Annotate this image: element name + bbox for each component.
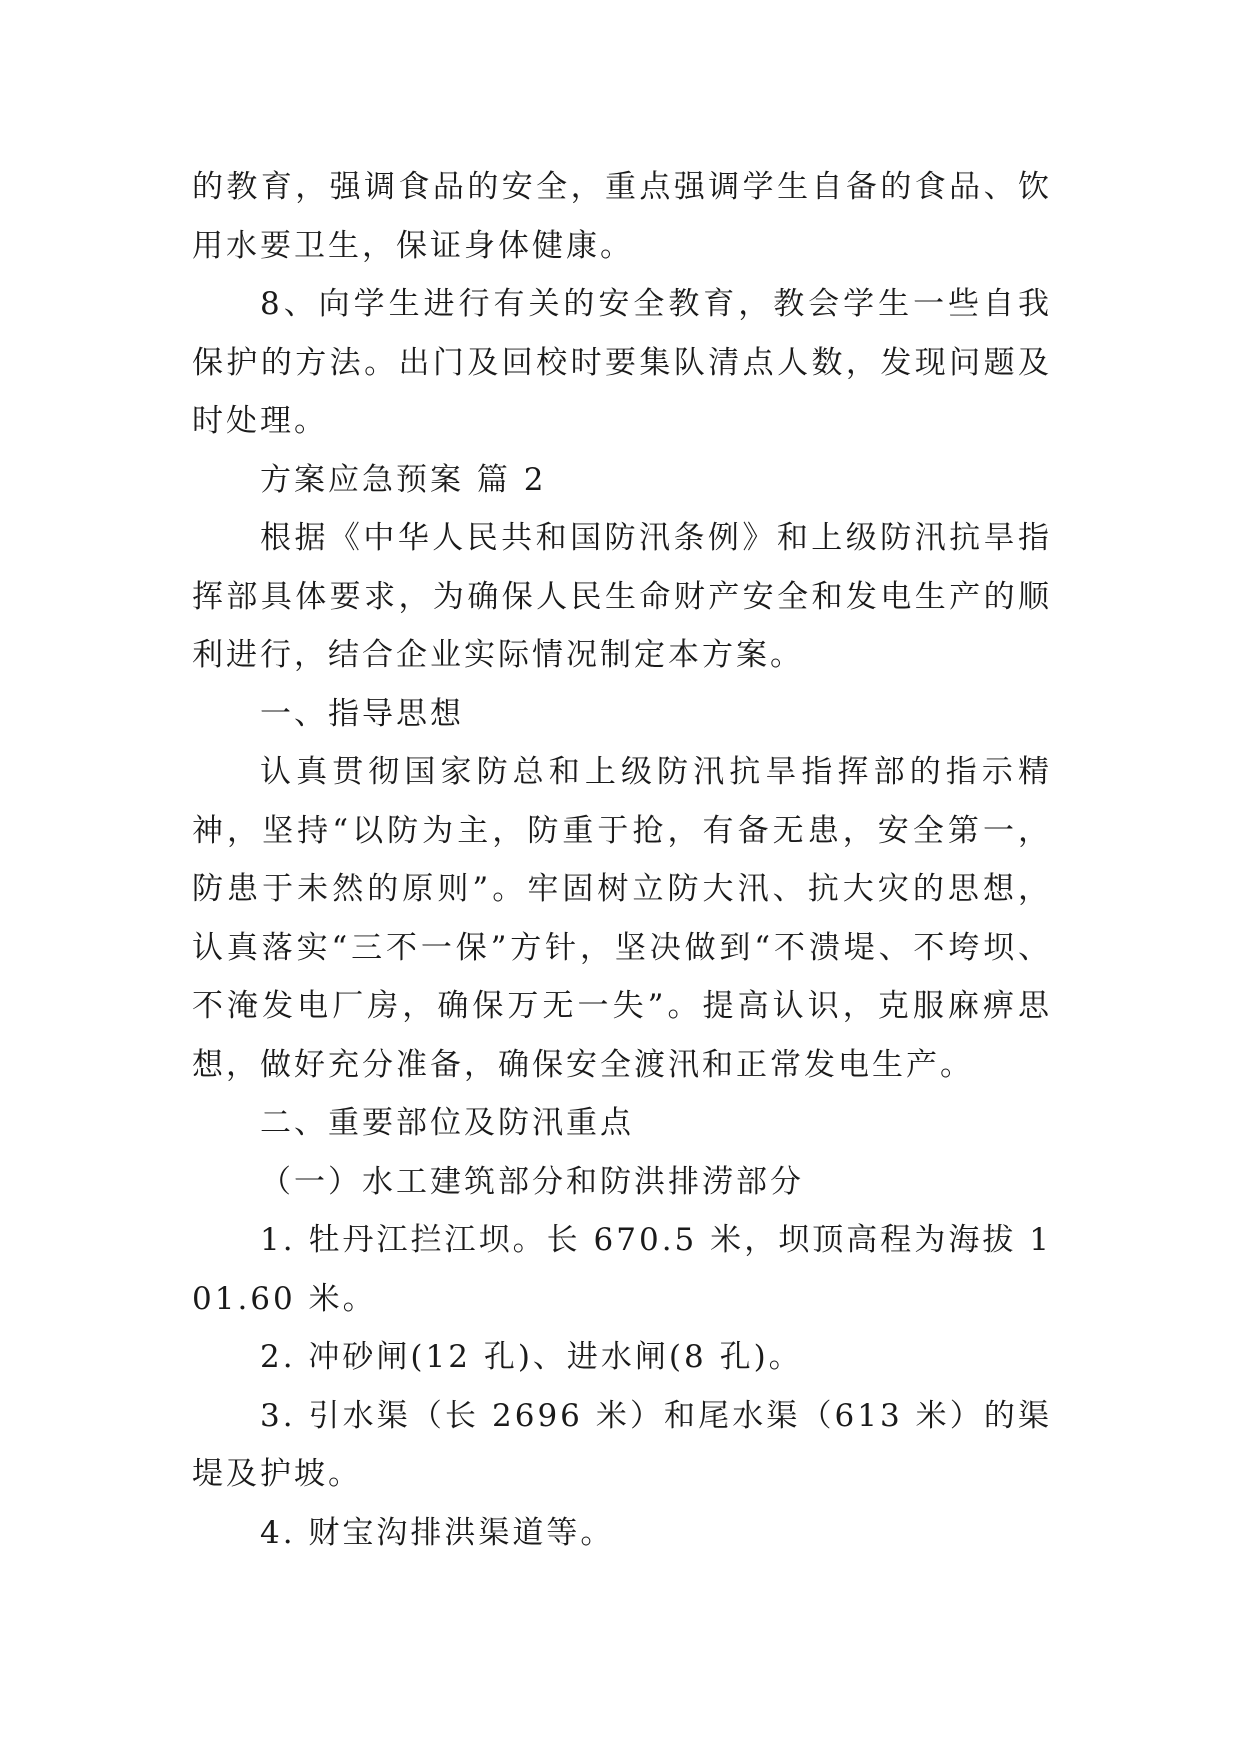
document-body bbox=[192, 158, 1052, 1562]
paragraph-guiding-thought: 认真贯彻国家防总和上级防汛抗旱指挥部的指示精神，坚持“以防为主，防重于抢，有备无患，安全第一，防患于未然的原则”。牢固树立防大汛、抗大灾的思想，认真落实“三不一保”方针，坚决做到“不溃堤、不垮坝、不淹发电厂房，确保万无一失”。提高认识，克服麻痹思想，做好充分准备，确保安全渡汛和正常发电生产。 bbox=[192, 754, 1052, 1083]
paragraph-food-safety-continued: 的教育，强调食品的安全，重点强调学生自备的食品、饮用水要卫生，保证身体健康。 bbox=[192, 169, 1052, 264]
paragraph-intro: 根据《中华人民共和国防汛条例》和上级防汛抗旱指挥部具体要求，为确保人民生命财产安全和发电生产的顺利进行，结合企业实际情况制定本方案。 bbox=[192, 520, 1052, 673]
heading-guiding-thought: 一、指导思想 bbox=[260, 695, 464, 732]
list-item-1: 1. 牡丹江拦江坝。长 670.5 米，坝顶高程为海拔 101.60 米。 bbox=[192, 1222, 1052, 1317]
list-item-4: 4. 财宝沟排洪渠道等。 bbox=[260, 1514, 615, 1551]
paragraph-item-8: 8、向学生进行有关的安全教育，教会学生一些自我保护的方法。出门及回校时要集队清点人数，发现问题及时处理。 bbox=[192, 286, 1052, 439]
subheading-hydraulic-works: （一）水工建筑部分和防洪排涝部分 bbox=[260, 1163, 804, 1200]
list-item-3: 3. 引水渠（长 2696 米）和尾水渠（613 米）的渠堤及护坡。 bbox=[192, 1397, 1052, 1492]
heading-key-locations: 二、重要部位及防汛重点 bbox=[260, 1105, 634, 1141]
list-item-2: 2. 冲砂闸(12 孔)、进水闸(8 孔)。 bbox=[260, 1339, 803, 1375]
section-title-plan-2: 方案应急预案 篇 2 bbox=[260, 461, 547, 498]
